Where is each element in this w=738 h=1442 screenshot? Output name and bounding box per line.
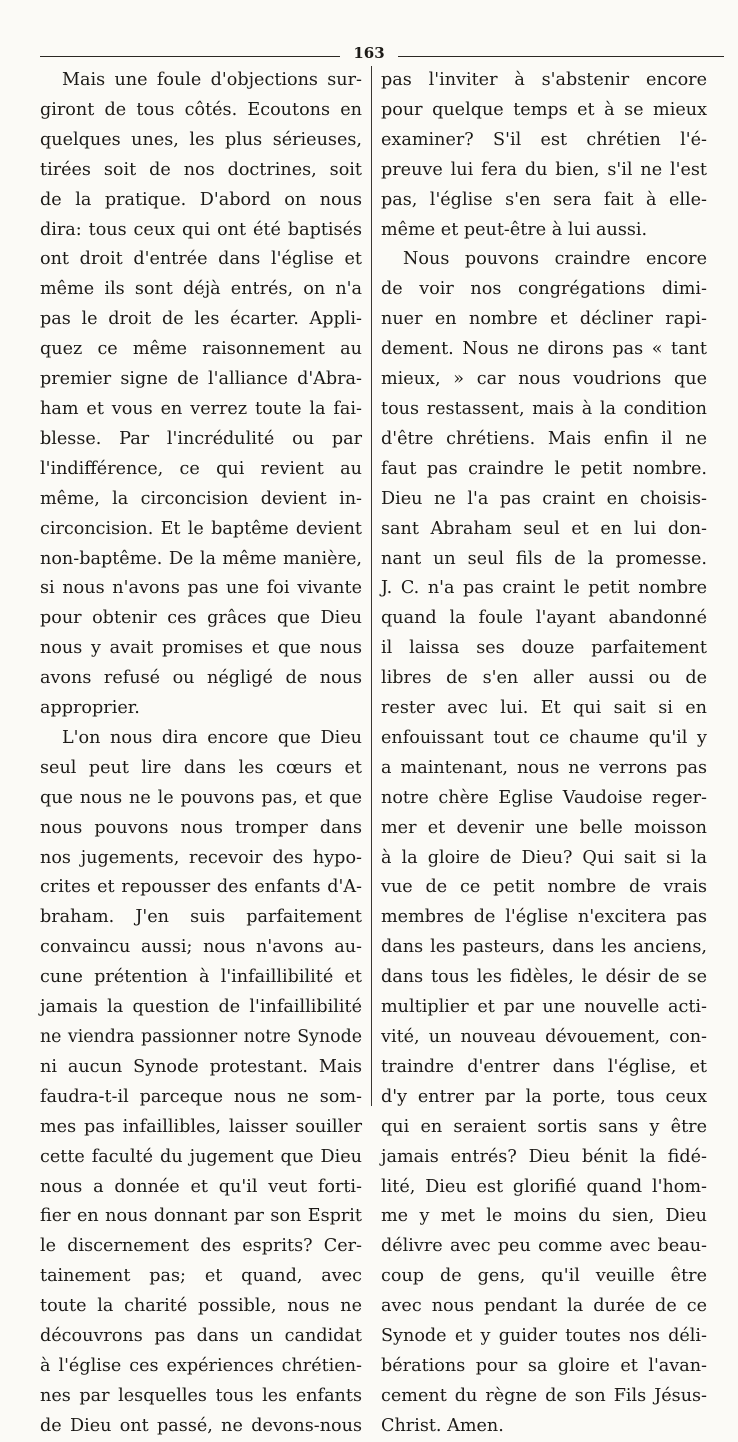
text-line: ne viendra passionner notre Synode (40, 1027, 362, 1047)
text-line: nos jugements, recevoir des hypo- (40, 847, 362, 868)
text-line: délivre avec peu comme avec beau- (381, 1236, 707, 1257)
text-line: dans tous les fidèles, le désir de se (381, 967, 707, 988)
text-line: découvrons pas dans un candidat (40, 1326, 362, 1347)
text-line: nuer en nombre et décliner rapi- (381, 309, 707, 330)
text-line: bérations pour sa gloire et l'avan- (381, 1355, 707, 1376)
text-line: giront de tous côtés. Ecoutons en (40, 99, 362, 120)
text-line: faut pas craindre le petit nombre. (381, 458, 707, 479)
text-line: pour obtenir ces grâces que Dieu (40, 608, 362, 629)
text-line: l'indifférence, ce qui revient au (40, 458, 362, 479)
text-line: enfouissant tout ce chaume qu'il y (381, 727, 707, 748)
text-line: faudra-t-il parceque nous ne som- (40, 1086, 362, 1107)
text-line: mieux, » car nous voudrions que (381, 369, 707, 390)
text-line: avec nous pendant la durée de ce (381, 1296, 707, 1317)
text-line: convaincu aussi; nous n'avons au- (40, 937, 362, 958)
text-line: à la gloire de Dieu? Qui sait si la (381, 847, 707, 868)
text-line: pour quelque temps et à se mieux (381, 99, 707, 120)
text-line: jamais entrés? Dieu bénit la fidé- (381, 1146, 707, 1167)
text-line: tirées soit de nos doctrines, soit (40, 159, 362, 180)
text-line: examiner? S'il est chrétien l'é- (381, 129, 707, 150)
text-line: membres de l'église n'excitera pas (381, 907, 707, 928)
text-line: approprier. (40, 698, 140, 719)
text-line: notre chère Eglise Vaudoise reger- (381, 787, 707, 808)
text-line: Dieu ne l'a pas craint en choisis- (381, 488, 707, 509)
text-line: qui en seraient sortis sans y être (381, 1116, 707, 1137)
text-line: braham. J'en suis parfaitement (40, 907, 362, 928)
text-line: il laissa ses douze parfaitement (381, 638, 707, 659)
text-line: Christ. Amen. (381, 1415, 504, 1436)
left-column (40, 66, 362, 1442)
text-line: cette faculté du jugement que Dieu (40, 1146, 362, 1167)
text-line: Mais une foule d'objections sur- (62, 70, 362, 90)
text-line: nous pouvons nous tromper dans (40, 817, 362, 838)
text-line: dement. Nous ne dirons pas « tant (381, 339, 707, 360)
text-line: Nous pouvons craindre encore (403, 249, 707, 270)
right-column (381, 66, 707, 1442)
text-line: même ils sont déjà entrés, on n'a (40, 279, 362, 300)
text-line: Synode et y guider toutes nos déli- (381, 1326, 707, 1347)
text-line: si nous n'avons pas une foi vivante (40, 578, 362, 599)
text-line: nant un seul fils de la promesse. (381, 548, 707, 569)
text-line: blesse. Par l'incrédulité ou par (40, 428, 362, 449)
text-line: de Dieu ont passé, ne devons-nous (40, 1415, 362, 1436)
text-line: que nous ne le pouvons pas, et que (40, 787, 362, 808)
text-line: vue de ce petit nombre de vrais (381, 877, 707, 898)
text-line: quand la foule l'ayant abandonné (381, 608, 707, 629)
text-line: pas le droit de les écarter. Appli- (40, 309, 362, 330)
text-line: tous restassent, mais à la condition (381, 398, 707, 419)
text-line: d'y entrer par la porte, tous ceux (381, 1086, 707, 1107)
text-line: mer et devenir une belle moisson (381, 817, 707, 838)
header-rule-left (40, 56, 340, 57)
text-line: crites et repousser des enfants d'A- (40, 877, 362, 898)
text-line: mes pas infaillibles, laisser souiller (40, 1116, 362, 1137)
text-line: non-baptême. De la même manière, (40, 548, 362, 569)
text-line: sant Abraham seul et en lui don- (381, 518, 707, 539)
text-line: quelques unes, les plus sérieuses, (40, 129, 362, 150)
text-line: me y met le moins du sien, Dieu (381, 1206, 707, 1227)
text-line: libres de s'en aller aussi ou de (381, 668, 707, 689)
text-line: nes par lesquelles tous les enfants (40, 1385, 362, 1406)
text-line: toute la charité possible, nous ne (40, 1296, 362, 1317)
text-line: a maintenant, nous ne verrons pas (381, 757, 707, 778)
text-line: dans les pasteurs, dans les anciens, (381, 937, 707, 958)
text-line: nous y avait promises et que nous (40, 638, 362, 659)
text-line: avons refusé ou négligé de nous (40, 668, 362, 689)
text-line: pas, l'église s'en sera fait à elle- (381, 189, 707, 210)
text-line: pas l'inviter à s'abstenir encore (381, 70, 707, 90)
text-line: L'on nous dira encore que Dieu (62, 727, 362, 748)
page-number: 163 (353, 44, 385, 62)
text-line: multiplier et par une nouvelle acti- (381, 997, 707, 1018)
text-line: à l'église ces expériences chrétien- (40, 1355, 362, 1376)
text-line: ham et vous en verrez toute la fai- (40, 398, 362, 419)
text-line: cune prétention à l'infaillibilité et (40, 967, 362, 988)
text-line: même et peut-être à lui aussi. (381, 219, 648, 240)
text-line: premier signe de l'alliance d'Abra- (40, 369, 362, 390)
text-line: jamais la question de l'infaillibilité (40, 997, 362, 1018)
text-line: preuve lui fera du bien, s'il ne l'est (381, 159, 707, 180)
text-line: de voir nos congrégations dimi- (381, 279, 707, 300)
text-line: lité, Dieu est glorifié quand l'hom- (381, 1176, 707, 1197)
text-line: quez ce même raisonnement au (40, 339, 362, 360)
column-divider (371, 66, 372, 1106)
header-rule-right (398, 56, 724, 57)
text-line: ont droit d'entrée dans l'église et (40, 249, 362, 270)
text-line: tainement pas; et quand, avec (40, 1266, 362, 1287)
text-line: de la pratique. D'abord on nous (40, 189, 362, 210)
text-line: circoncision. Et le baptême devient (40, 518, 362, 539)
text-line: seul peut lire dans les cœurs et (40, 757, 362, 778)
text-line: fier en nous donnant par son Esprit (40, 1206, 362, 1227)
text-line: J. C. n'a pas craint le petit nombre (381, 578, 707, 599)
text-line: le discernement des esprits? Cer- (40, 1236, 362, 1257)
text-line: vité, un nouveau dévouement, con- (381, 1027, 707, 1047)
text-line: cement du règne de son Fils Jésus- (381, 1385, 707, 1406)
text-line: nous a donnée et qu'il veut forti- (40, 1176, 362, 1197)
text-line: dira: tous ceux qui ont été baptisés (40, 219, 362, 240)
text-line: rester avec lui. Et qui sait si en (381, 698, 707, 719)
text-line: ni aucun Synode protestant. Mais (40, 1056, 362, 1077)
text-line: d'être chrétiens. Mais enfin il ne (381, 428, 707, 449)
text-line: même, la circoncision devient in- (40, 488, 362, 509)
text-line: traindre d'entrer dans l'église, et (381, 1056, 707, 1077)
text-line: coup de gens, qu'il veuille être (381, 1266, 707, 1287)
